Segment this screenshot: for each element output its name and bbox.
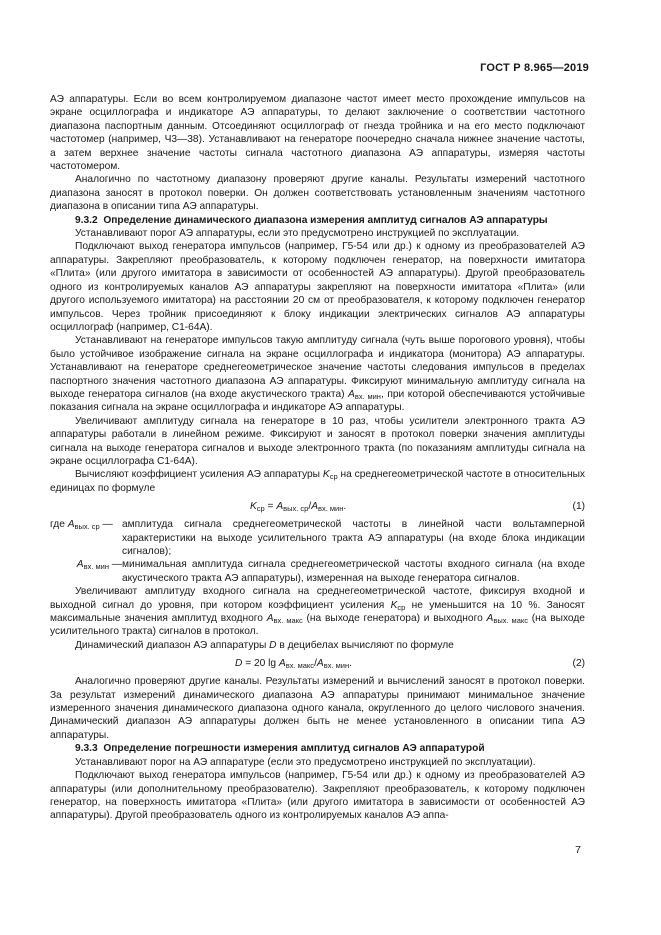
formula-number: (2) [572, 658, 585, 670]
paragraph-10: Аналогично проверяют другие каналы. Результаты измерений и вычислений заносят в протокол поверки. За результат измерений динамического диапазона АЭ аппаратуры принимают минимальное значение измеренного значения динамического диапазона одного канала, округленного до целого числового значения. Динамический диапазон АЭ аппаратуры должен быть не менее установленного в описании типа АЭ аппаратуры. [50, 676, 585, 741]
section-number: 9.3.2 [75, 214, 98, 226]
formula-expression: D = 20 $\lg A_{вх. макс}/A_{вх. мин}$. [235, 658, 352, 671]
document-code-header: ГОСТ Р 8.965—2019 [480, 62, 589, 74]
legend-row [50, 558, 585, 585]
text-run: Динамический диапазон АЭ аппаратуры [75, 639, 270, 651]
section-9-3-2-heading [50, 214, 585, 227]
symbol: A [348, 388, 355, 400]
section-title: Определение динамического диапазона измерения амплитуд сигналов АЭ аппаратуры [103, 214, 548, 226]
legend-term: $A_{вх. мин}$ — [76, 559, 122, 572]
text-run: Устанавливают на генераторе импульсов такую амплитуду сигнала (чуть выше порогового уровня), чтобы было устойчивое изображение сигнала на экране осциллографа и индикатора (монитора) АЭ аппаратуры. Устанавливают на генераторе среднегеометрическое значение частоты следования импульсов в пределах паспортного значения частотного диапазона АЭ аппаратуры. Фиксируют минимальную амплитуду сигнала на выходе генератора сигналов (на входе акустического тракта) [50, 335, 585, 400]
text-run: не уменьшится на 10 %. Заносят максимальные значения амплитуд входного [50, 599, 585, 625]
symbol: A [486, 613, 494, 625]
text-run: Увеличивают амплитуду входного сигнала на среднегеометрической частоте, фиксируя входной и выходной сигнал до уровня, при котором коэффициент усиления [50, 586, 585, 611]
text-run: (на выходе усилительного тракта) сигналов в протокол. [50, 613, 585, 638]
page-number: 7 [575, 844, 581, 856]
paragraph-11: Устанавливают порог на АЭ аппаратуре (если это предусмотрено инструкцией по эксплуатации). [75, 756, 536, 768]
formula-2 [50, 654, 585, 673]
formula-number: (1) [572, 501, 585, 513]
section-title: Определение погрешности измерения амплитуд сигналов АЭ аппаратурой [103, 743, 485, 755]
text-run: Вычисляют коэффициент усиления АЭ аппаратуры [75, 469, 323, 481]
paragraph-1: АЭ аппаратуры. Если во всем контролируемом диапазоне частот имеет место прохождение импульсов на экране осциллографа и индикаторе АЭ аппаратуры, то делают заключение о соответствии частотного диапазона паспортным данным. Отсоединяют осциллограф от гнезда тройника и на его место подключают частотомер (например, Ч3—38). Устанавливают на генераторе поочередно сначала нижнее значение частоты, а затем верхнее значение частоты сигнала частотного диапазона АЭ аппаратуры, измеряя частоты частотомером. [50, 94, 585, 173]
paragraph-3: Устанавливают порог АЭ аппаратуры, если это предусмотрено инструкцией по эксплуатации. [75, 228, 520, 240]
symbol: D [269, 639, 277, 651]
section-number: 9.3.3 [75, 743, 98, 755]
paragraph-4: Подключают выход генератора импульсов (например, Г5-54 или др.) к одному из преобразователей АЭ аппаратуры. Закрепляют преобразователь, к которому подключен генератор, на поверхности имитатора «Плита» (или другого имитатора в зависимости от особенностей АЭ аппаратуры). Другой преобразователь одного из контролируемых каналов АЭ аппаратуры закрепляют на поверхности имитатора «Плита» (или другого используемого имитатора) на расстоянии 20 см от преобразователя, к которому подключен генератор импульсов. Через тройник присоединяют к блоку индикации электрических сигналов АЭ аппаратуры осциллограф (например, С1-64А). [50, 241, 585, 333]
paragraph-12: Подключают выход генератора импульсов (например, Г5-54 или др.) к одному из преобразователей АЭ аппаратуры (или дополнительному преобразователю). Закрепляют преобразователь, к которому подключен генератор, на поверхность имитатора «Плита» (или другого имитатора в зависимости от особенностей АЭ аппаратуры). Другой преобразователь одного из контролируемых каналов АЭ аппа- [50, 770, 585, 822]
symbol: K [322, 469, 330, 481]
text-run: в децибелах вычисляют по формуле [276, 639, 454, 651]
formula-expression: $K_{ср} = A_{вых. ср}/A_{вх. мин}$. [250, 501, 347, 514]
paragraph-8 [50, 585, 585, 639]
legend-description: минимальная амплитуда сигнала среднегеометрической частоты входного сигнала (на входе акустического тракта АЭ аппаратуры), измеренная на выходе генератора сигналов. [122, 559, 585, 584]
formula-1 [50, 497, 585, 516]
subscript: ср [397, 602, 406, 612]
symbol: K [390, 599, 398, 611]
subscript: вых. макс [493, 616, 528, 626]
text-run: на среднегеометрической частоте в относительных единицах по формуле [50, 469, 585, 494]
paragraph-5 [50, 334, 585, 414]
text-run: (на выходе генератора) и выходного [302, 613, 487, 625]
subscript: вх. мин [354, 391, 381, 401]
legend-row [50, 518, 585, 558]
section-9-3-3-heading [50, 742, 585, 755]
legend-description: амплитуда сигнала среднегеометрической частоты в линейной части вольтамперной характеристики на выходе усилительного тракта АЭ аппаратуры (на входе блока индикации сигналов); [122, 519, 585, 557]
formula-1-legend [50, 518, 585, 585]
paragraph-9 [50, 639, 585, 652]
legend-term: где $A_{вых. ср}$ — [50, 519, 113, 532]
subscript: вх. макс [273, 616, 303, 626]
symbol: A [266, 613, 274, 625]
paragraph-2: Аналогично по частотному диапазону проверяют другие каналы. Результаты измерений частотного диапазона заносят в протокол поверки. Он должен соответствовать установленным значениям частотного диапазона в описании типа АЭ аппаратуры. [50, 174, 585, 213]
paragraph-6: Увеличивают амплитуду сигнала на генераторе в 10 раз, чтобы усилители электронного тракта АЭ аппаратуры работали в линейном режиме. Фиксируют и заносят в протокол поверки значения амплитуды сигнала на выходе генератора сигналов и выходе электронного тракта (по показаниям амплитуды сигнала на экране осциллографа С1-64А). [50, 415, 585, 467]
subscript: ср [329, 472, 338, 482]
paragraph-7 [50, 468, 585, 495]
page-body [50, 93, 585, 823]
text-run: , при которой обеспечиваются устойчивые показания сигнала на экране осциллографа и индикаторе АЭ аппаратуры. [50, 388, 585, 414]
